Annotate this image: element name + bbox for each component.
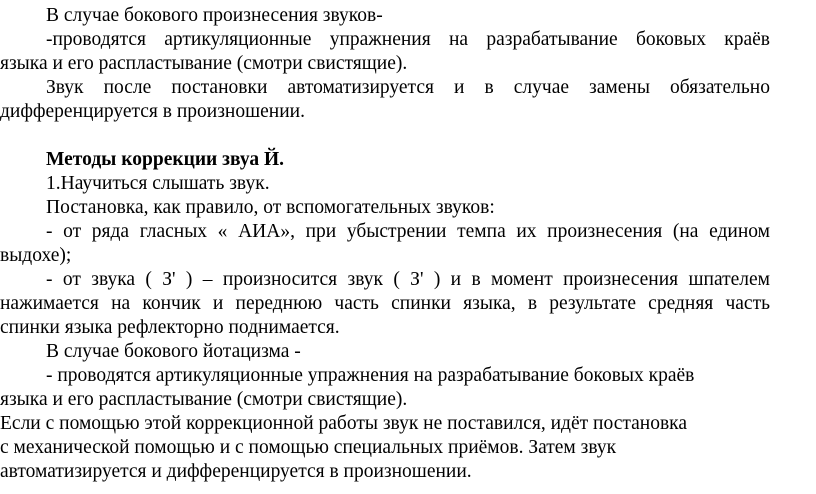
paragraph-line-5: дифференцируется в произношении. [0, 101, 305, 122]
paragraph-line-14: В случае бокового йотацизма - [46, 341, 301, 362]
paragraph-line-1: В случае бокового произнесения звуков- [46, 5, 383, 26]
paragraph-line-4: Звук после постановки автоматизируется и в случае замены обязательно [46, 77, 770, 98]
paragraph-line-9: - от ряда гласных « АИА», при убыстрении темпа их произнесения (на едином [46, 221, 770, 242]
paragraph-line-10: выдохе); [0, 245, 72, 266]
paragraph-line-3: языка и его распластывание (смотри свистящие). [0, 53, 408, 74]
paragraph-line-2: -проводятся артикуляционные упражнения на разрабатывание боковых краёв [46, 29, 770, 50]
paragraph-line-11: - от звука ( З' ) – произносится звук ( З' ) и в момент произнесения шпателем [46, 269, 770, 290]
paragraph-line-16: языка и его распластывание (смотри свистящие). [0, 389, 408, 410]
section-heading: Методы коррекции звуа Й. [46, 149, 285, 170]
paragraph-line-15: - проводятся артикуляционные упражнения на разрабатывание боковых краёв [46, 365, 695, 386]
paragraph-line-8: Постановка, как правило, от вспомогательных звуков: [46, 197, 495, 218]
paragraph-line-19: автоматизируется и дифференцируется в произношении. [0, 461, 472, 482]
paragraph-line-13: спинки языка рефлекторно поднимается. [0, 317, 340, 338]
list-item-1: 1.Научиться слышать звук. [46, 173, 270, 194]
paragraph-line-12: нажимается на кончик и переднюю часть спинки языка, в результате средняя часть [0, 293, 770, 314]
paragraph-line-18: с механической помощью и с помощью специальных приёмов. Затем звук [0, 437, 617, 458]
paragraph-line-17: Если с помощью этой коррекционной работы звук не поставился, идёт постановка [0, 413, 687, 434]
